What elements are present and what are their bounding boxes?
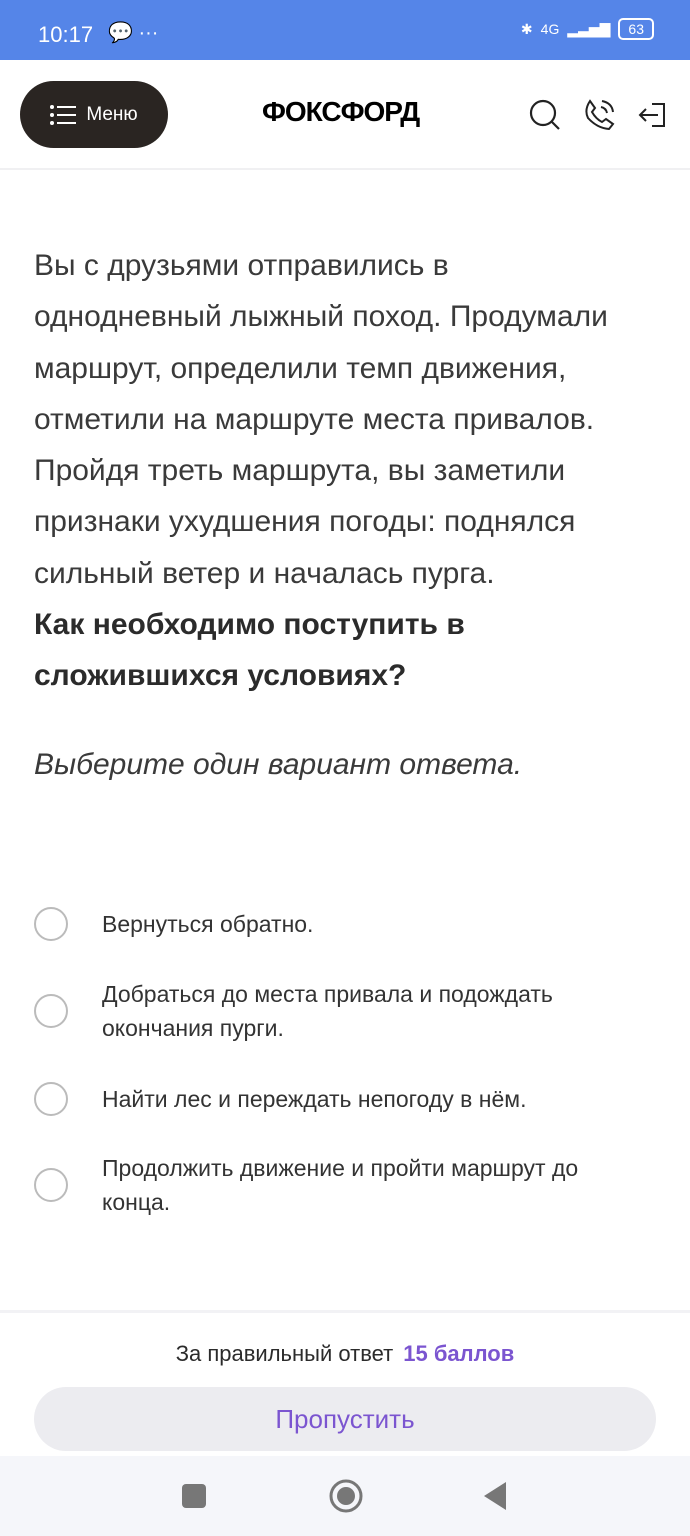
question-line: отметили на маршруте места привалов. <box>34 402 595 436</box>
list-icon <box>50 105 76 125</box>
system-nav-bar <box>0 1456 690 1536</box>
option-text: окончания пурги. <box>102 1015 284 1041</box>
score-label: За правильный ответ <box>175 1341 394 1366</box>
home-icon[interactable] <box>328 1478 364 1514</box>
question-line: сильный ветер и началась пурга. <box>34 556 495 590</box>
option-text: Добраться до места привала и подождать <box>102 981 553 1007</box>
status-bar <box>0 0 690 60</box>
question-line: однодневный лыжный поход. Продумали <box>34 300 608 334</box>
search-icon[interactable] <box>528 98 562 132</box>
answer-option[interactable] <box>34 1082 664 1116</box>
menu-label: Меню <box>86 103 138 125</box>
question-line: маршрут, определили темп движения, <box>34 351 567 385</box>
option-text: Найти лес и переждать непогоду в нём. <box>102 1086 527 1112</box>
question-line: Вы с друзьями отправились в <box>34 249 449 282</box>
answer-option[interactable] <box>34 977 664 1045</box>
option-text: Продолжить движение и пройти маршрут до <box>102 1155 579 1181</box>
score-info <box>0 1341 690 1367</box>
question-text <box>34 240 674 702</box>
question-prompt-line: сложившихся условиях? <box>34 659 407 693</box>
radio-button[interactable] <box>34 1082 68 1116</box>
status-time: 10:17 <box>38 22 94 47</box>
radio-button[interactable] <box>34 907 68 941</box>
radio-button[interactable] <box>34 1168 68 1202</box>
skip-button[interactable]: Пропустить <box>34 1387 656 1451</box>
network-label: 4G <box>540 21 560 37</box>
score-value: 15 баллов <box>403 1341 515 1366</box>
answer-hint: Выберите один вариант ответа. <box>34 748 523 781</box>
question-prompt-line: Как необходимо поступить в <box>34 608 465 642</box>
bluetooth-icon: ✱ <box>520 20 533 37</box>
question-line: признаки ухудшения погоды: поднялся <box>34 505 576 539</box>
phone-icon[interactable] <box>582 98 616 132</box>
logout-icon[interactable] <box>636 98 670 132</box>
answer-option[interactable] <box>34 1151 664 1219</box>
menu-button[interactable] <box>20 81 168 148</box>
logo[interactable]: ФОКСФОРД <box>262 96 420 127</box>
back-icon[interactable] <box>482 1480 508 1512</box>
option-text: Вернуться обратно. <box>102 911 314 937</box>
recents-icon[interactable] <box>182 1484 208 1510</box>
answer-footer <box>0 1310 690 1456</box>
option-text: конца. <box>102 1189 171 1215</box>
app-header <box>0 60 690 170</box>
answer-option[interactable] <box>34 907 664 941</box>
question-line: Пройдя треть маршрута, вы заметили <box>34 454 566 488</box>
notification-icons: 💬 ··· <box>108 22 159 44</box>
battery-icon: 63 <box>618 18 654 40</box>
signal-icon: ▂▃▅▇ <box>567 20 611 37</box>
status-icons <box>521 18 654 40</box>
radio-button[interactable] <box>34 994 68 1028</box>
